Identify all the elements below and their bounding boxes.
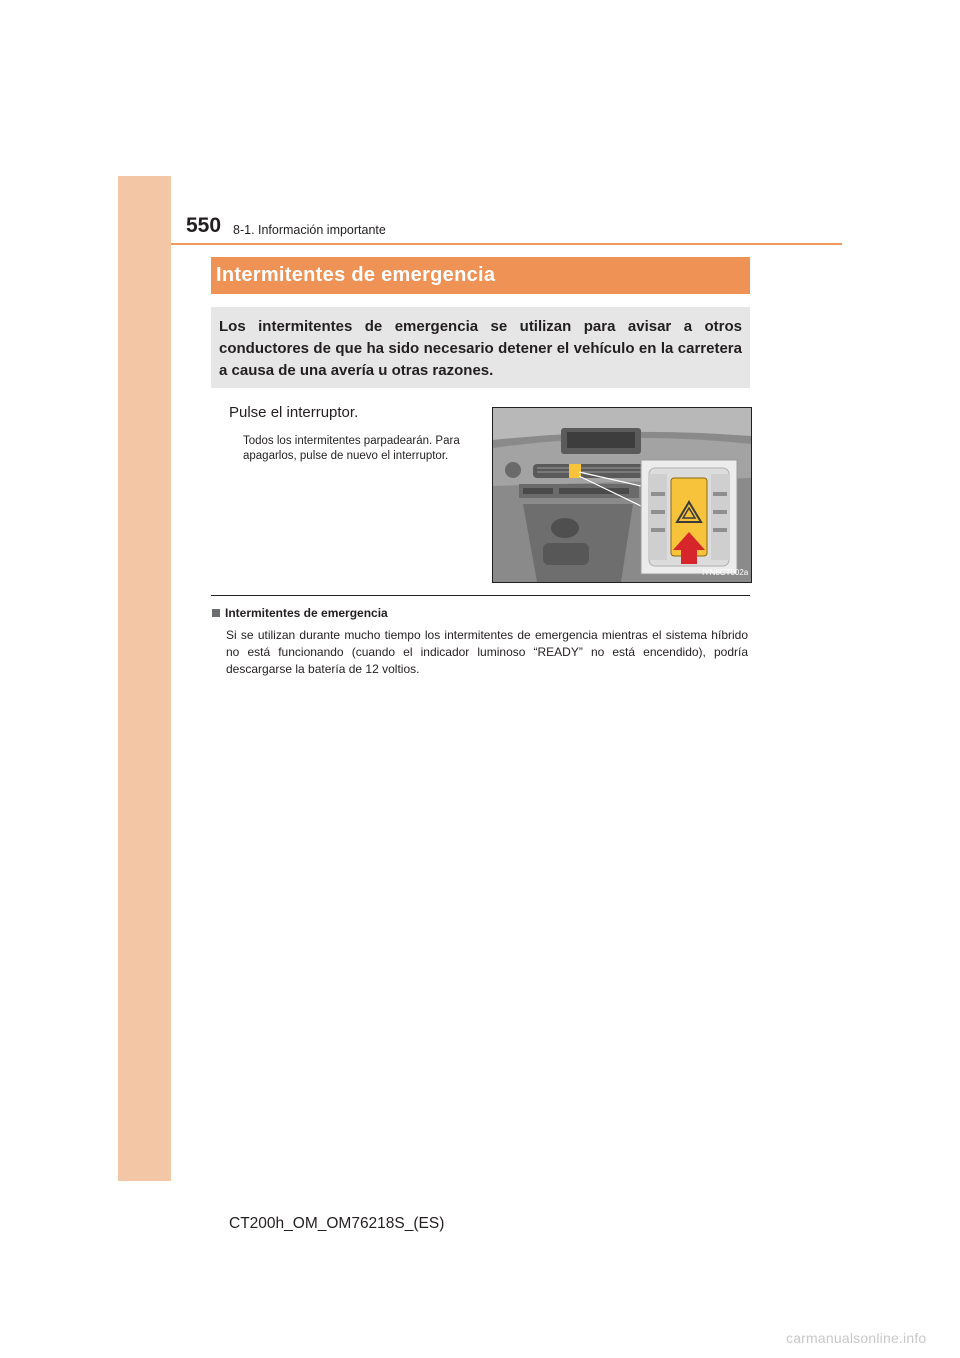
note-heading [212, 606, 388, 620]
intro-text: Los intermitentes de emergencia se utilizan para avisar a otros conductores de que ha sido necesario detener el vehículo en la carretera a causa de una avería u otras razones. [219, 318, 742, 379]
note-rule [211, 595, 750, 596]
page-number: 550 [186, 214, 222, 237]
footer-code: CT200h_OM_OM76218S_(ES) [229, 1215, 445, 1232]
page-title: Intermitentes de emergencia [216, 264, 496, 286]
square-bullet-icon [212, 609, 220, 617]
watermark: carmanualsonline.info [786, 1330, 927, 1346]
note-heading-text: Intermitentes de emergencia [225, 606, 388, 620]
dashboard-illustration [493, 408, 751, 582]
section-label: 8-1. Información importante [233, 223, 386, 237]
note-body: Si se utilizan durante mucho tiempo los intermitentes de emergencia mientras el sistema híbrido no está funcionando (cuando el indicador luminoso “READY” no está encendido), podría descargarse la batería de 12 voltios. [226, 628, 748, 676]
side-band [118, 176, 171, 1181]
figure-code: IYN8CT002a [702, 568, 749, 577]
header-rule [171, 243, 842, 245]
step-instruction: Pulse el interruptor. [229, 404, 359, 421]
hazard-switch-figure [492, 407, 752, 583]
step-detail: Todos los intermitentes parpadearán. Para apagarlos, pulse de nuevo el interruptor. [243, 435, 460, 462]
